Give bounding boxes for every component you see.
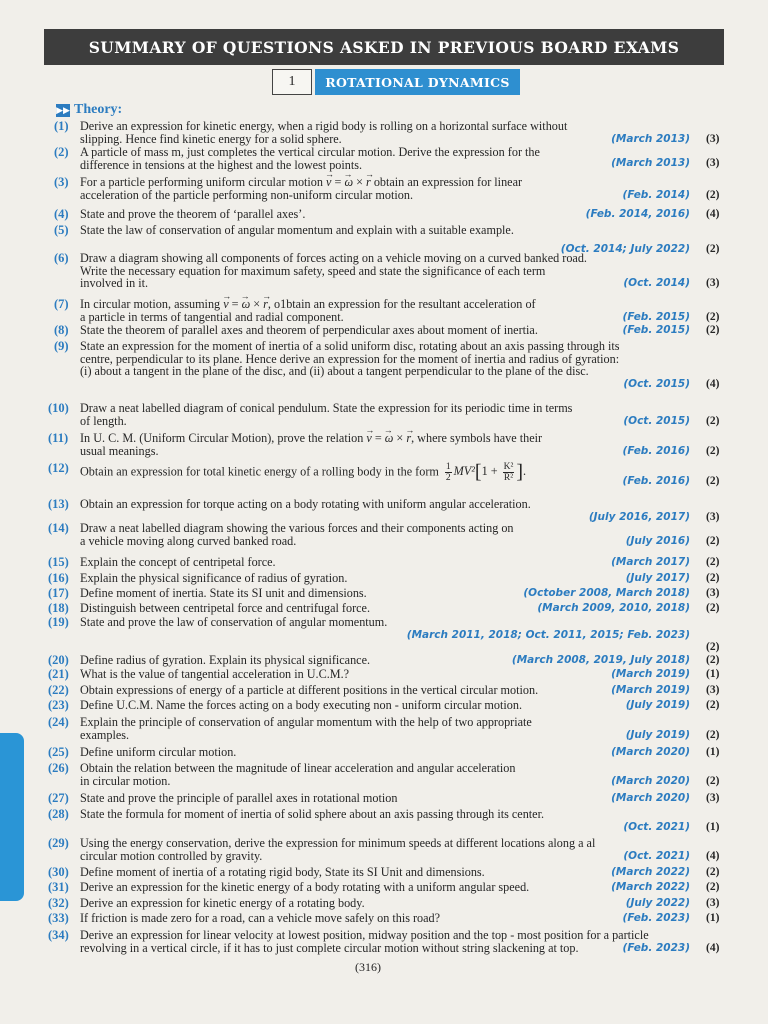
frac-num: 1 [445,462,451,472]
formula-term: MV² [453,464,475,479]
question-number: (13) [48,497,69,511]
vector-symbol: → v [366,432,371,445]
question-text: Define radius of gyration. Explain its physical significance. [80,653,371,667]
question-text: Derive an expression for kinetic energy of a rotating body. [80,896,365,910]
exam-reference: (July 2016) [625,534,690,547]
question-text: Define U.C.M. Name the forces acting on a body executing non - uniform circular motion. [80,698,523,712]
marks-label: (4) [706,377,720,390]
question-text: In U. C. M. (Uniform Circular Motion), prove the relation → v = → ω × → r, where symbols have their [80,432,542,445]
exam-reference: (Feb. 2016) [622,474,690,487]
question-text: State and prove the law of conservation of angular momentum. [80,615,388,629]
exam-reference: (July 2019) [625,699,690,711]
question-number: (26) [48,761,69,775]
exam-reference: (Oct. 2021) [623,820,690,833]
question-text: If friction is made zero for a road, can a vehicle move safely on this road? [80,911,441,925]
question-text: revolving in a vertical circle, if it has to just complete circular motion without string slackening at top. [80,940,579,955]
question-text: circular motion controlled by gravity. [80,848,263,863]
exam-reference: (Feb. 2015) [622,324,690,336]
exam-reference: (March 2013) [611,157,690,170]
operator-text: × [353,175,367,189]
chapter-heading [272,69,520,95]
frac-den: R² [503,473,514,483]
question-text: examples. [80,727,130,742]
marks-label: (3) [706,132,720,145]
operator-text: = [228,297,242,311]
marks-label: (2) [706,654,720,666]
formula-term: 1 + [481,464,501,479]
marks-label: (4) [706,849,720,862]
exam-reference: (March 2020) [611,792,690,804]
question-number: (34) [48,928,69,942]
question-text: Define moment of inertia of a rotating rigid body, State its SI Unit and dimensions. [80,865,485,879]
marks-label: (3) [706,792,720,804]
question-number: (2) [54,145,69,159]
question-text: Draw a diagram showing all components of forces acting on a vehicle moving on a curved banked road. [80,251,587,265]
question-number: (15) [48,555,69,569]
chapter-name: ROTATIONAL DYNAMICS [315,69,520,95]
vector-symbol: → r [366,176,371,189]
question-number: (1) [54,119,69,133]
question-text: Explain the concept of centripetal force. [80,555,276,569]
operator-text: × [250,297,264,311]
chapter-number: 1 [272,69,312,95]
marks-label: (2) [706,310,720,323]
exam-reference: (July 2022) [625,897,690,909]
vector-symbol: → v [223,298,228,311]
question-text: Obtain the relation between the magnitude of linear acceleration and angular acceleration [80,761,516,775]
operator-text: = [331,175,345,189]
exam-reference: (March 2011, 2018; Oct. 2011, 2015; Feb. 2023) [406,628,690,641]
exam-reference: (Feb. 2023) [622,941,690,954]
vector-symbol: → r [263,298,268,311]
question-text: slipping. Hence find kinetic energy for a solid sphere. [80,131,342,146]
marks-label: (3) [706,157,720,170]
marks-label: (3) [706,684,720,696]
question-number: (14) [48,521,69,535]
marks-label: (1) [706,668,720,680]
exam-reference: (Oct. 2014) [623,277,690,289]
marks-label: (2) [706,728,720,741]
vector-symbol: → r [406,432,411,445]
question-number: (31) [48,880,69,894]
exam-reference: (Feb. 2023) [622,912,690,924]
exam-reference: (March 2013) [611,132,690,145]
question-number: (10) [48,401,69,415]
question-text: a particle in terms of tangential and radial component. [80,309,344,324]
double-arrow-icon: ▶▶ [56,104,70,115]
section-heading [56,102,122,118]
question-number: (22) [48,683,69,697]
marks-label: (4) [706,208,720,220]
marks-label: (2) [706,414,720,427]
exam-reference: (March 2019) [611,684,690,696]
question-text: centre, perpendicular to its plane. Hence derive an expression for the moment of inertia and radius of gyration: [80,351,620,366]
question-text: Define uniform circular motion. [80,745,237,759]
question-text: Obtain an expression for torque acting on a body rotating with uniform angular acceleration. [80,497,531,511]
exam-reference: (March 2020) [611,746,690,758]
question-number: (32) [48,896,69,910]
question-text: Explain the physical significance of radius of gyration. [80,571,348,585]
marks-label: (1) [706,820,720,833]
marks-label: (3) [706,897,720,909]
marks-label: (2) [706,866,720,878]
marks-label: (2) [706,242,720,255]
question-text: Using the energy conservation, derive the expression for minimum speeds at different locations along a al [80,836,596,850]
question-text: Obtain an expression for total kinetic energy of a rolling body in the form $\frac{1}{2}$ MV²[1 + $\frac{\text{K²}}{\text{R²}}$ ]. [80,461,527,484]
question-text: Explain the principle of conservation of angular momentum with the help of two appropriate [80,715,532,729]
question-number: (24) [48,715,69,729]
question-number: (27) [48,791,69,805]
marks-label: (3) [706,277,720,289]
marks-label: (1) [706,746,720,758]
question-text: Derive an expression for linear velocity at lowest position, midway position and the top - most position for a particle [80,928,649,942]
marks-label: (2) [706,641,720,653]
question-number: (5) [54,223,69,237]
question-text: State the formula for moment of inertia of solid sphere about an axis passing through its center. [80,807,545,821]
question-text: in circular motion. [80,773,171,788]
exam-reference: (March 2020) [611,774,690,787]
operator-text: × [393,431,407,445]
marks-label: (2) [706,324,720,336]
exam-reference: (March 2008, 2019, July 2018) [511,654,690,666]
exam-reference: (Oct. 2021) [623,849,690,862]
exam-reference: (Oct. 2015) [623,414,690,427]
question-text: Distinguish between centripetal force and centrifugal force. [80,601,371,615]
exam-reference: (July 2019) [625,728,690,741]
page-number: (316) [355,960,381,974]
question-number: (18) [48,601,69,615]
question-text: State an expression for the moment of inertia of a solid uniform disc, rotating about an axis passing through its [80,339,620,353]
exam-reference: (July 2016, 2017) [588,510,690,523]
marks-label: (2) [706,474,720,487]
question-text: Write the necessary equation for maximum safety, speed and state the significance of each term [80,263,546,278]
question-number: (7) [54,297,69,311]
question-text: Derive an expression for kinetic energy, when a rigid body is rolling on a horizontal surface without [80,119,568,133]
question-number: (12) [48,461,69,475]
question-number: (16) [48,571,69,585]
question-number: (17) [48,586,69,600]
marks-label: (2) [706,188,720,201]
marks-label: (3) [706,587,720,599]
question-text: A particle of mass m, just completes the vertical circular motion. Derive the expression for the [80,145,540,159]
exam-reference: (Feb. 2015) [622,310,690,323]
vector-symbol: → ω [344,176,353,189]
marks-label: (2) [706,699,720,711]
exam-reference: (March 2022) [611,881,690,893]
question-text: Derive an expression for the kinetic energy of a body rotating with a uniform angular speed. [80,880,530,894]
exam-reference: (Oct. 2015) [623,377,690,390]
question-text: a vehicle moving along curved banked road. [80,533,297,548]
exam-reference: (March 2022) [611,866,690,878]
question-number: (3) [54,175,69,189]
question-number: (20) [48,653,69,667]
summary-banner [44,29,724,65]
question-text: Draw a neat labelled diagram showing the various forces and their components acting on [80,521,514,535]
question-number: (30) [48,865,69,879]
question-number: (33) [48,911,69,925]
vector-symbol: → ω [242,298,251,311]
marks-label: (2) [706,572,720,584]
question-text: Obtain expressions of energy of a particle at different positions in the vertical circular motion. [80,683,539,697]
question-text: Define moment of inertia. State its SI unit and dimensions. [80,586,367,600]
question-number: (23) [48,698,69,712]
banner-title: SUMMARY OF QUESTIONS ASKED IN PREVIOUS BOARD EXAMS [88,37,680,57]
exam-reference: (March 2009, 2010, 2018) [537,602,690,614]
question-text: State the law of conservation of angular momentum and explain with a suitable example. [80,223,514,237]
question-text: acceleration of the particle performing non-uniform circular motion. [80,187,413,202]
page-edge-tab [0,733,24,901]
frac-den: 2 [445,473,451,483]
marks-label: (2) [706,602,720,614]
question-text: In circular motion, assuming → v = → ω × → r, o1btain an expression for the resultant acceleration of [80,298,536,311]
question-text: of length. [80,413,127,428]
energy-formula: $\frac{1}{2}$ MV²[1 + $\frac{\text{K²}}{\text{R²}}$ ]. [445,461,527,484]
marks-label: (4) [706,941,720,954]
marks-label: (2) [706,774,720,787]
question-text: What is the value of tangential acceleration in U.C.M.? [80,667,350,681]
exam-reference: (Feb. 2014, 2016) [585,208,690,220]
question-text: difference in tensions at the highest and the lowest points. [80,157,363,172]
question-number: (28) [48,807,69,821]
exam-reference: (July 2017) [625,572,690,584]
question-number: (21) [48,667,69,681]
question-number: (25) [48,745,69,759]
marks-label: (2) [706,534,720,547]
question-number: (29) [48,836,69,850]
question-text: State and prove the theorem of ‘parallel axes’. [80,207,306,221]
marks-label: (1) [706,912,720,924]
fraction-k2-r2 [503,462,515,483]
marks-label: (2) [706,881,720,893]
question-text: involved in it. [80,276,149,290]
section-label: Theory: [74,102,123,117]
question-number: (11) [48,431,69,445]
exam-reference: (Feb. 2014) [622,188,690,201]
frac-num: K² [503,462,514,472]
question-text: usual meanings. [80,443,159,458]
exam-reference: (March 2017) [611,556,690,568]
vector-symbol: → v [326,176,331,189]
question-number: (8) [54,323,69,337]
marks-label: (2) [706,556,720,568]
question-text: (i) about a tangent in the plane of the disc, and (ii) about a tangent perpendicular to the plane of the disc. [80,364,589,378]
vector-symbol: → ω [385,432,394,445]
question-text: State the theorem of parallel axes and theorem of perpendicular axes about moment of inertia. [80,323,538,337]
exam-reference: (March 2019) [611,668,690,680]
question-text: Draw a neat labelled diagram of conical pendulum. State the expression for its periodic time in terms [80,401,573,415]
bracket-close: ] [516,461,524,484]
question-number: (9) [54,339,69,353]
exam-reference: (Oct. 2014; July 2022) [560,242,690,255]
exam-reference: (Feb. 2016) [622,444,690,457]
fraction-one-half [445,462,452,483]
exam-reference: (October 2008, March 2018) [523,587,690,599]
question-text: For a particle performing uniform circular motion → v = → ω × → r obtain an expression for linear [80,176,522,189]
question-number: (6) [54,251,69,265]
bracket-open: [ [474,461,482,484]
question-text: State and prove the principle of parallel axes in rotational motion [80,791,398,805]
question-number: (4) [54,207,69,221]
marks-label: (3) [706,510,720,523]
marks-label: (2) [706,444,720,457]
operator-text: = [371,431,385,445]
question-number: (19) [48,615,69,629]
